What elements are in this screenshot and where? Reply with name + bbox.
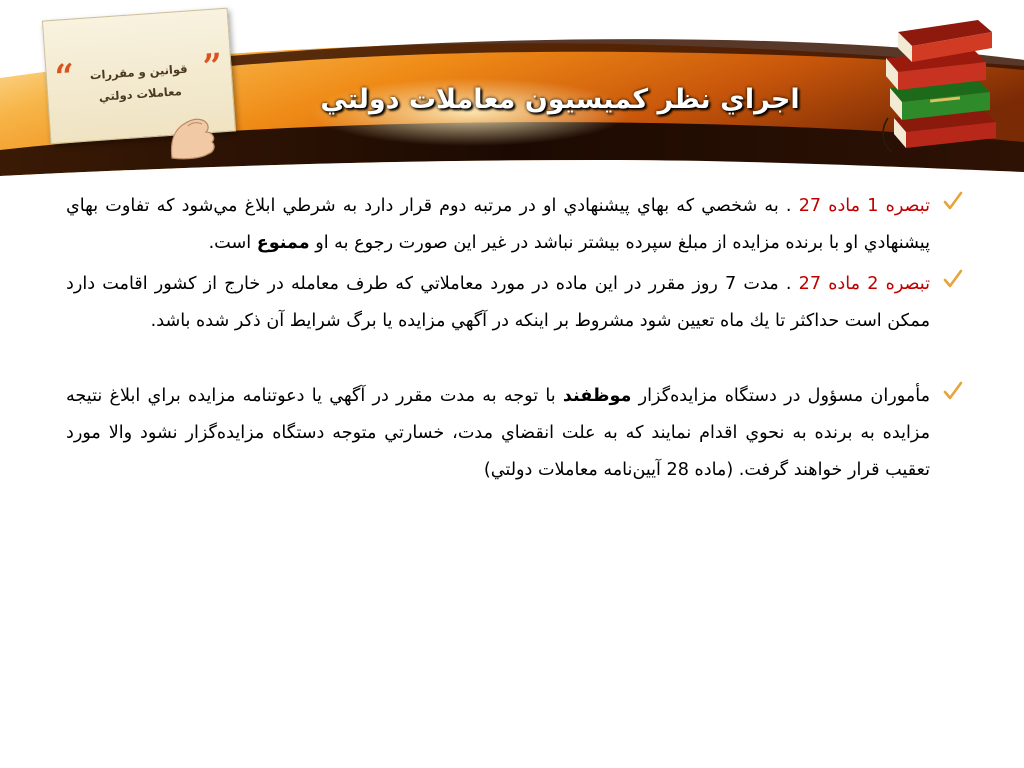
bullet-2-text: مدت 7 روز مقرر در اين ماده در مورد معاملاتي كه طرف معامله در خارج از كشور اقامت دارد ممكن است حداكثر تا يك ماه تعيين شود مشروط بر اينكه در آگهي مزايده يا برگ شرايط آن ذكر شده باشد. <box>66 274 930 331</box>
close-quote-icon: ” <box>201 46 224 88</box>
books-stack-icon <box>880 14 1004 154</box>
checkmark-icon <box>942 380 964 402</box>
bullet-item-3 <box>66 378 970 489</box>
bullet-item-2 <box>66 266 970 340</box>
checkmark-icon <box>942 268 964 290</box>
note-card-line-2: معاملات دولتي <box>98 84 183 104</box>
checkmark-icon <box>942 190 964 212</box>
bullet-2-separator: . <box>778 274 799 294</box>
bullet-3-text-part2: با توجه به مدت مقرر در آگهي يا دعوتنامه مزايده براي ابلاغ نتيجه مزايده به برنده به نحوي اقدام نمايند كه به علت انقضاي مدت، خسارتي متوجه دستگاه مزايده‌گزار نشود والا مورد تعقيب قرار خواهند گرفت. (ماده 28 آيين‌نامه معاملات دولتي) <box>66 386 930 480</box>
bullet-2-reference: تبصره 2 ماده 27 <box>798 274 931 294</box>
hand-icon <box>166 112 222 162</box>
bullet-1-reference: تبصره 1 ماده 27 <box>798 196 931 216</box>
note-card-line-1: قوانين و مقررات <box>89 61 189 83</box>
content-area <box>66 188 970 489</box>
bullet-1-emphasis: ممنوع <box>256 233 310 253</box>
bullet-1-separator: . <box>778 196 799 216</box>
bullet-3-text-part1: مأموران مسؤول در دستگاه مزايده‌گزار <box>631 386 930 406</box>
note-card-text <box>86 57 193 108</box>
bullet-1-text-part1: به شخصي كه بهاي پيشنهادي او در مرتبه دوم قرار دارد به شرطي ابلاغ مي‌شود كه تفاوت بهاي پيشنهادي او با برنده مزايده از مبلغ سپرده بيشتر نباشد در غير اين صورت رجوع به او <box>66 196 930 253</box>
bullet-item-1 <box>66 188 970 262</box>
bullet-1-text-part2: است. <box>208 233 257 253</box>
page-title: اجراي نظر كميسيون معاملات دولتي <box>320 84 800 115</box>
open-quote-icon: “ <box>53 56 76 98</box>
bullet-3-emphasis: موظفند <box>562 386 632 406</box>
